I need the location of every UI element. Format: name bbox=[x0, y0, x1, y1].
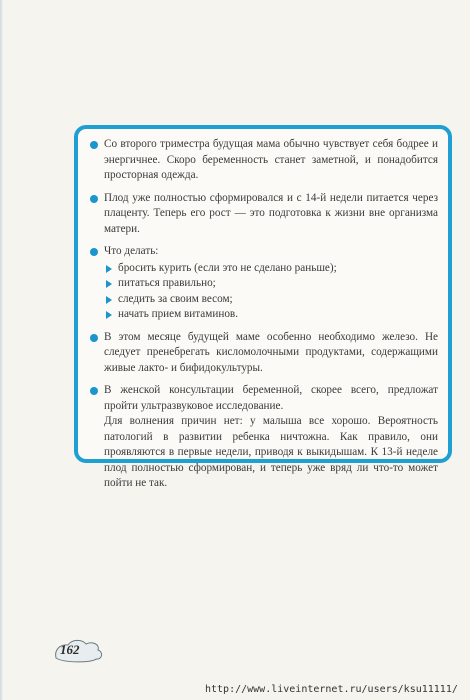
footer-url: http://www.liveinternet.ru/users/ksu11111/ bbox=[205, 684, 458, 695]
page-spine-shadow bbox=[0, 0, 3, 700]
triangle-bullet-icon bbox=[106, 265, 112, 273]
bullet-dot-icon bbox=[90, 334, 98, 342]
item-text: Что делать: bbox=[104, 245, 159, 257]
triangle-bullet-icon bbox=[106, 280, 112, 288]
triangle-bullet-icon bbox=[106, 296, 112, 304]
item-extra-text: Для волнения причин нет: у малыша все хорошо. Вероятность патологий в развитии ребенка ничтожна. Как правило, они проявляются в первые недели, приводя к выкидышам. К 13-й неделе плод полностью сформирован, и теперь уже вряд ли что-то может пойти не так. bbox=[104, 415, 438, 489]
page-number-badge bbox=[52, 636, 106, 664]
sublist-item: бросить курить (если это не сделано раньше); bbox=[104, 261, 438, 277]
info-box bbox=[74, 125, 452, 489]
item-text: В женской консультации беременной, скорее всего, предложат пройти ультразвуковое исследование. bbox=[104, 384, 438, 412]
sublist-item: питаться правильно; bbox=[104, 276, 438, 292]
item-text: В этом месяце будущей маме особенно необходимо железо. Не следует пренебрегать кисломолочными продуктами, содержащими живые лакто- и бифидокультуры. bbox=[104, 330, 438, 374]
triangle-bullet-icon bbox=[106, 311, 112, 319]
bullet-dot-icon bbox=[90, 387, 98, 395]
sublist-item: начать прием витаминов. bbox=[104, 307, 438, 323]
item-text: Плод уже полностью сформировался и с 14-й недели питается через плаценту. Теперь его рост — это подготовка к жизни вне организма матери. bbox=[104, 191, 438, 235]
bullet-dot-icon bbox=[90, 195, 98, 203]
list-item bbox=[90, 191, 438, 238]
bullet-dot-icon bbox=[90, 141, 98, 149]
list-item bbox=[90, 383, 438, 492]
bullet-dot-icon bbox=[90, 248, 98, 256]
page-number: 162 bbox=[60, 642, 80, 657]
list-item bbox=[90, 330, 438, 377]
list-item bbox=[90, 137, 438, 184]
list-item bbox=[90, 244, 438, 323]
sublist-item: следить за своим весом; bbox=[104, 292, 438, 308]
item-text: Со второго триместра будущая мама обычно чувствует себя бодрее и энергичнее. Скоро беременность станет заметной, и понадобится просторная одежда. bbox=[104, 138, 438, 181]
todo-sublist bbox=[104, 261, 438, 323]
